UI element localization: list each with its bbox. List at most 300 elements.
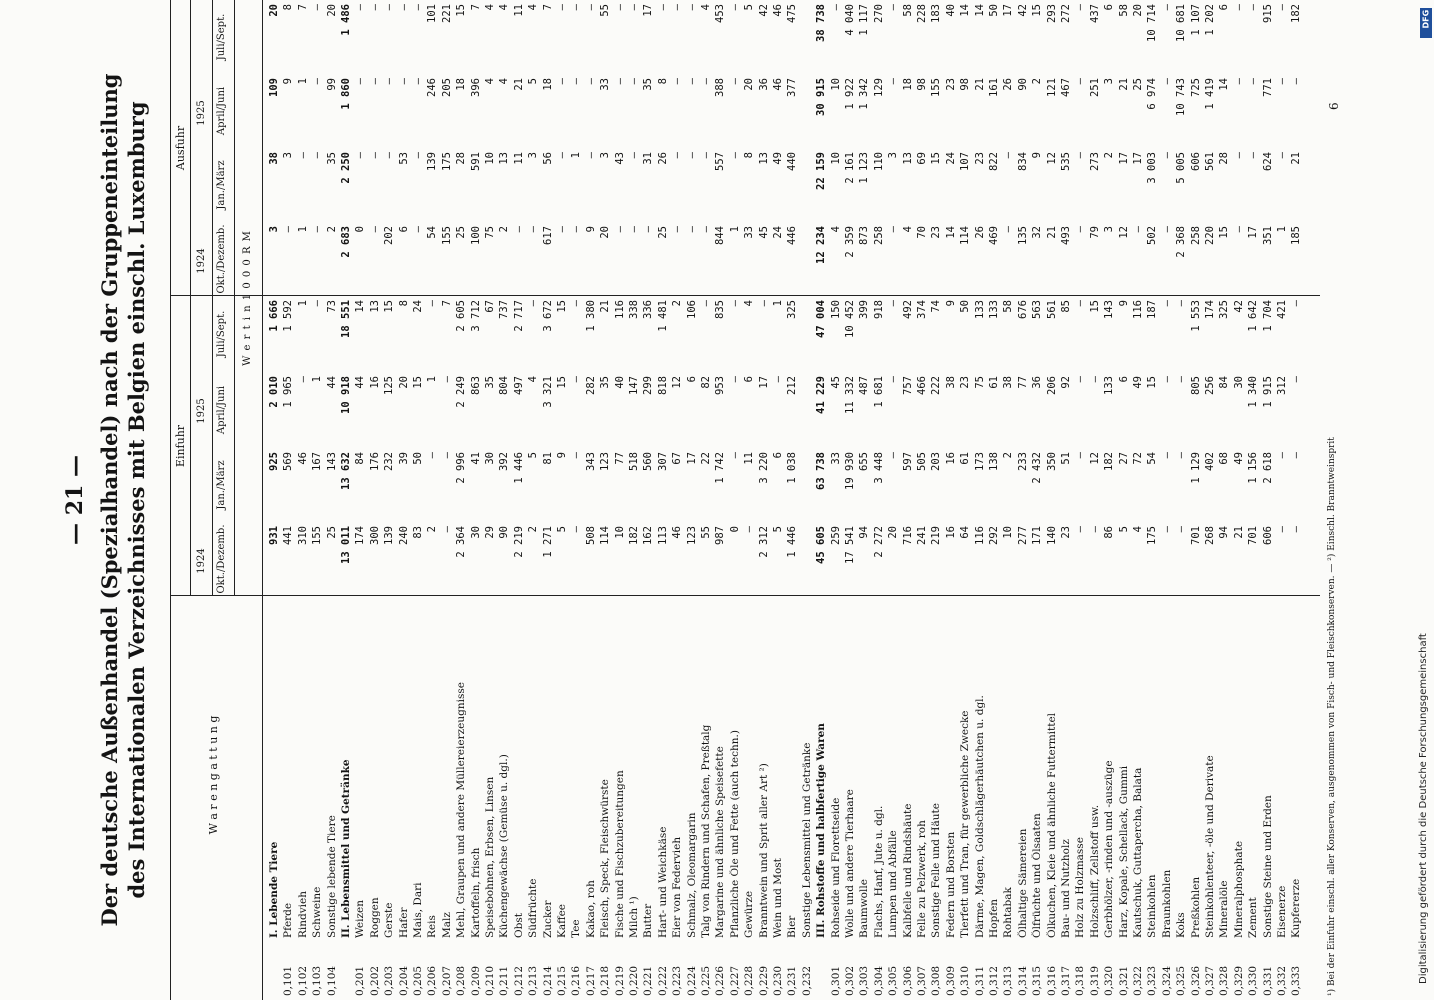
row-code: 0,212 <box>512 965 525 996</box>
table-cell: — <box>1232 4 1245 11</box>
table-cell: 10 <box>829 78 842 91</box>
table-cell: 171 <box>1031 526 1044 545</box>
table-cell: — <box>700 78 712 85</box>
table-cell: 2 359 <box>844 226 856 258</box>
table-cell: — <box>354 78 367 85</box>
ausfuhr-year-1924: 1924 <box>196 248 207 274</box>
table-cell: 133 <box>973 300 986 319</box>
table-cell: 90 <box>498 526 511 539</box>
table-cell: 241 <box>916 526 928 545</box>
table-cell: 99 <box>325 78 338 91</box>
digitization-strip <box>1418 0 1434 1000</box>
table-cell: 11 <box>743 452 756 465</box>
row-code: 0,328 <box>1218 965 1231 996</box>
table-cell: 915 <box>1261 4 1274 23</box>
table-cell: 3 712 <box>469 300 482 332</box>
table-cell: — <box>354 152 367 159</box>
table-cell: 1 553 <box>1189 300 1202 332</box>
row-label: Gerbhölzer, -rinden und -auszüge <box>1103 760 1116 938</box>
header-year-rule <box>212 0 213 596</box>
table-cell: 1 <box>296 78 309 85</box>
table-cell: 23 <box>944 78 957 91</box>
table-cell: 54 <box>426 226 439 239</box>
table-cell: — <box>628 152 640 159</box>
table-cell: 987 <box>714 526 727 545</box>
table-cell: 15 <box>412 376 424 389</box>
table-cell: 182 <box>1290 4 1303 23</box>
table-cell: 4 <box>484 78 496 85</box>
table-cell: — <box>397 78 410 85</box>
table-cell: 863 <box>469 376 482 395</box>
table-cell: 24 <box>944 152 957 165</box>
row-label: Wein und Most <box>772 858 784 938</box>
row-label: Preßkohlen <box>1189 876 1202 938</box>
table-cell: — <box>728 376 741 383</box>
table-cell: 18 <box>901 78 914 91</box>
table-cell: 8 <box>743 152 756 159</box>
table-cell: — <box>1074 452 1087 459</box>
row-label: Pflanzliche Öle und Fette (auch techn.) <box>728 730 741 938</box>
table-cell: 606 <box>1261 526 1274 545</box>
table-cell: 21 <box>512 78 525 91</box>
table-cell: 6 <box>743 376 756 383</box>
row-label: Pferde <box>282 902 295 938</box>
row-label: Hart- und Weichkäse <box>656 826 669 938</box>
table-cell: 2 717 <box>512 300 525 332</box>
unit-header: W e r t i n 1 0 0 0 R M <box>242 230 253 366</box>
table-cell: 2 <box>527 526 540 533</box>
table-cell: 396 <box>469 78 482 97</box>
table-cell: 94 <box>1218 526 1231 539</box>
table-cell: 272 <box>1060 4 1072 23</box>
row-code: 0,323 <box>1146 965 1159 996</box>
table-cell: 143 <box>1103 300 1116 319</box>
table-cell: 2 250 <box>340 152 352 184</box>
table-cell: — <box>1160 4 1173 11</box>
table-cell: 46 <box>772 78 784 91</box>
table-cell: — <box>440 376 453 383</box>
table-cell: 49 <box>772 152 784 165</box>
table-cell: 114 <box>959 226 972 245</box>
table-cell: — <box>1160 376 1173 383</box>
table-cell: — <box>656 4 669 11</box>
table-cell: 844 <box>714 226 727 245</box>
table-cell: 3 448 <box>872 452 885 484</box>
row-label: Steinkohlenteer, -öle und Derivate <box>1204 755 1216 938</box>
table-cell: 15 <box>383 300 396 313</box>
row-code: 0,329 <box>1232 965 1245 996</box>
table-cell: — <box>570 300 583 307</box>
row-code: 0,231 <box>786 965 799 996</box>
table-cell: 1 129 <box>1189 452 1202 484</box>
table-cell: 30 <box>1232 376 1245 389</box>
table-cell: 75 <box>484 226 496 239</box>
table-cell: — <box>1074 78 1087 85</box>
warengattung-header: W a r e n g a t t u n g <box>207 715 220 835</box>
table-cell: — <box>570 452 583 459</box>
table-cell: 35 <box>325 152 338 165</box>
table-cell: 42 <box>757 4 770 17</box>
row-label: Ölhaltige Sämereien <box>1016 828 1029 938</box>
table-cell: 440 <box>786 152 799 171</box>
row-code: 0,226 <box>714 965 727 996</box>
table-cell: 182 <box>628 526 640 545</box>
table-cell: — <box>1002 226 1015 233</box>
table-cell: 8 <box>656 78 669 85</box>
table-cell: 1 446 <box>512 452 525 484</box>
table-cell: — <box>354 4 367 11</box>
row-label: Flachs, Hanf, Jute u. dgl. <box>872 805 885 938</box>
table-cell: 25 <box>325 526 338 539</box>
table-cell: 1 742 <box>714 452 727 484</box>
table-cell: 818 <box>656 376 669 395</box>
table-cell: — <box>728 4 741 11</box>
table-cell: 17 <box>1002 4 1015 17</box>
table-cell: — <box>1290 300 1303 307</box>
row-label: Kautschuk, Guttapercha, Balata <box>1132 767 1144 938</box>
row-code: 0,204 <box>397 965 410 996</box>
table-cell: 14 <box>1218 78 1231 91</box>
table-cell: — <box>613 78 626 85</box>
table-cell: — <box>628 4 640 11</box>
row-label: Harz, Kopale, Schellack, Gummi <box>1117 765 1130 938</box>
table-cell: — <box>1160 452 1173 459</box>
table-cell: 30 <box>484 452 496 465</box>
table-cell: — <box>628 226 640 233</box>
table-cell: — <box>556 78 568 85</box>
row-code: 0,209 <box>469 965 482 996</box>
table-cell: 100 <box>469 226 482 245</box>
table-cell: 40 <box>613 376 626 389</box>
row-code: 0,223 <box>671 965 684 996</box>
row-code: 0,228 <box>743 965 756 996</box>
ausfuhr-header: Ausfuhr <box>174 125 187 171</box>
table-cell: 54 <box>1146 452 1159 465</box>
row-label: Ölfrüchte und Ölsaaten <box>1031 813 1044 938</box>
table-cell: — <box>700 300 712 307</box>
table-cell: 29 <box>484 526 496 539</box>
table-cell: 202 <box>383 226 396 245</box>
table-cell: 351 <box>1261 226 1274 245</box>
table-cell: 676 <box>1016 300 1029 319</box>
table-cell: — <box>584 78 597 85</box>
table-cell: 701 <box>1247 526 1260 545</box>
table-cell: 10 <box>613 526 626 539</box>
table-cell: 20 <box>325 4 338 17</box>
table-cell: 203 <box>930 452 943 471</box>
row-label: Braunkohlen <box>1160 869 1173 938</box>
table-cell: — <box>368 4 381 11</box>
row-code: 0,210 <box>484 965 496 996</box>
table-cell: 7 <box>469 4 482 11</box>
table-cell: 228 <box>916 4 928 23</box>
table-cell: 9 <box>584 226 597 233</box>
table-cell: 1 380 <box>584 300 597 332</box>
table-cell: — <box>642 226 655 233</box>
table-cell: 98 <box>916 78 928 91</box>
table-cell: 67 <box>484 300 496 313</box>
table-cell: — <box>1276 78 1288 85</box>
table-cell: 44 <box>325 376 338 389</box>
page-title-line-2: des Internationalen Verzeichnisses mit Belgien einschl. Luxemburg <box>124 101 149 899</box>
table-cell: — <box>613 4 626 11</box>
table-cell: 56 <box>541 152 554 165</box>
table-cell: 535 <box>1060 152 1072 171</box>
table-cell: 101 <box>426 4 439 23</box>
einfuhr-header: Einfuhr <box>174 424 187 468</box>
table-cell: — <box>556 4 568 11</box>
table-cell: 155 <box>311 526 324 545</box>
table-cell: 1 486 <box>340 4 352 36</box>
table-cell: 560 <box>642 452 655 471</box>
table-cell: — <box>1276 526 1288 533</box>
table-cell: 561 <box>1045 300 1058 319</box>
table-cell: — <box>556 152 568 159</box>
table-cell: 2 249 <box>455 376 468 408</box>
table-cell: 20 <box>397 376 410 389</box>
row-code: 0,322 <box>1132 965 1144 996</box>
table-cell: 4 <box>700 4 712 11</box>
table-cell: — <box>311 78 324 85</box>
table-cell: 10 743 <box>1175 78 1188 116</box>
table-cell: 2 161 <box>844 152 856 184</box>
table-cell: — <box>1175 300 1188 307</box>
row-code: 0,320 <box>1103 965 1116 996</box>
table-cell: 804 <box>498 376 511 395</box>
table-cell: 45 <box>757 226 770 239</box>
table-cell: 23 <box>973 152 986 165</box>
table-cell: 21 <box>973 78 986 91</box>
table-cell: 17 <box>685 452 698 465</box>
digitization-note: Digitalisierung gefördert durch die Deutsche Forschungsgemeinschaft <box>1418 633 1429 984</box>
row-label: Därme, Magen, Goldschlägerhäutchen u. dgl. <box>973 695 986 938</box>
table-cell: — <box>887 78 900 85</box>
table-cell: 92 <box>1060 376 1072 389</box>
row-code: 0,304 <box>872 965 885 996</box>
table-cell: 5 <box>772 526 784 533</box>
table-cell: 14 <box>944 226 957 239</box>
table-cell: 1 156 <box>1247 452 1260 484</box>
table-cell: 138 <box>988 452 1000 471</box>
table-cell: 350 <box>1045 452 1058 471</box>
table-cell: 222 <box>930 376 943 395</box>
table-cell: 28 <box>455 152 468 165</box>
row-label: Eier von Federvieh <box>671 836 684 938</box>
table-cell: 175 <box>440 152 453 171</box>
table-cell: 79 <box>1088 226 1101 239</box>
einfuhr-year-1925: 1925 <box>196 398 207 424</box>
table-cell: — <box>1175 376 1188 383</box>
table-cell: 45 <box>829 376 842 389</box>
table-cell: 51 <box>1060 452 1072 465</box>
table-cell: 4 <box>484 4 496 11</box>
table-cell: 1 117 <box>858 4 871 36</box>
row-code: 0,221 <box>642 965 655 996</box>
table-cell: 30 915 <box>815 78 828 116</box>
table-cell: 4 <box>901 226 914 233</box>
row-code: 0,208 <box>455 965 468 996</box>
table-cell: 1 342 <box>858 78 871 110</box>
row-label: Eisenerze <box>1276 885 1288 938</box>
section-heading: II. Lebensmittel und Getränke <box>340 759 352 938</box>
table-cell: 4 <box>1132 526 1144 533</box>
row-code: 0,215 <box>556 965 568 996</box>
table-cell: 81 <box>541 452 554 465</box>
table-cell: 1 915 <box>1261 376 1274 408</box>
row-code: 0,303 <box>858 965 871 996</box>
row-code: 0,201 <box>354 965 367 996</box>
table-cell: 219 <box>930 526 943 545</box>
table-cell: 6 <box>1218 4 1231 11</box>
table-cell: 492 <box>901 300 914 319</box>
table-cell: 10 681 <box>1175 4 1188 42</box>
table-cell: — <box>1002 152 1015 159</box>
table-cell: 835 <box>714 300 727 319</box>
table-cell: — <box>728 300 741 307</box>
table-cell: 36 <box>757 78 770 91</box>
table-cell: 82 <box>700 376 712 389</box>
table-cell: 9 <box>556 452 568 459</box>
table-cell: 46 <box>296 452 309 465</box>
table-cell: 63 738 <box>815 452 828 490</box>
row-code: 0,308 <box>930 965 943 996</box>
table-cell: 58 <box>1002 300 1015 313</box>
table-cell: 2 010 <box>268 376 280 408</box>
table-cell: — <box>512 226 525 233</box>
row-label: Obst <box>512 913 525 938</box>
table-cell: 5 <box>743 4 756 11</box>
table-cell: — <box>1290 452 1303 459</box>
table-cell: 0 <box>728 526 741 533</box>
row-label: Sonstige lebende Tiere <box>325 815 338 938</box>
table-cell: 251 <box>1088 78 1101 97</box>
table-cell: 6 974 <box>1146 78 1159 110</box>
table-cell: 58 <box>901 4 914 17</box>
table-cell: 655 <box>858 452 871 471</box>
table-cell: 771 <box>1261 78 1274 97</box>
table-cell: — <box>527 226 540 233</box>
table-cell: 9 <box>1117 300 1130 307</box>
table-cell: — <box>1088 376 1101 383</box>
table-cell: 14 <box>973 4 986 17</box>
table-cell: 174 <box>1204 300 1216 319</box>
table-cell: 873 <box>858 226 871 245</box>
dfg-logo: DFG <box>1420 8 1432 38</box>
table-cell: 508 <box>584 526 597 545</box>
table-cell: — <box>628 78 640 85</box>
table-cell: — <box>1247 4 1260 11</box>
row-code: 0,220 <box>628 965 640 996</box>
table-cell: 176 <box>368 452 381 471</box>
table-cell: — <box>1074 152 1087 159</box>
table-cell: 46 <box>772 4 784 17</box>
table-cell: 293 <box>1045 4 1058 23</box>
table-cell: — <box>1074 4 1087 11</box>
table-cell: 2 432 <box>1031 452 1044 484</box>
table-cell: 38 <box>1002 376 1015 389</box>
page-number: — 21 — <box>62 455 88 545</box>
table-cell: 10 452 <box>844 300 856 338</box>
table-cell: 4 <box>498 78 511 85</box>
row-label: Mais, Dari <box>412 882 424 938</box>
row-code: 0,216 <box>570 965 583 996</box>
table-cell: 15 <box>1031 4 1044 17</box>
bottom-page-mark: 6 <box>1327 102 1341 110</box>
table-cell: 182 <box>1103 452 1116 471</box>
table-cell: 150 <box>829 300 842 319</box>
row-code: 0,224 <box>685 965 698 996</box>
table-cell: 737 <box>498 300 511 319</box>
table-cell: 86 <box>1103 526 1116 539</box>
table-cell: 106 <box>685 300 698 319</box>
row-label: Kalbfelle und Rindshäute <box>901 803 914 938</box>
table-cell: 0 <box>354 226 367 233</box>
table-cell: 256 <box>1204 376 1216 395</box>
table-cell: 15 <box>1088 300 1101 313</box>
table-cell: 42 <box>1016 4 1029 17</box>
table-cell: 268 <box>1204 526 1216 545</box>
table-cell: 240 <box>397 526 410 545</box>
table-cell: — <box>368 152 381 159</box>
table-cell: — <box>671 226 684 233</box>
row-label: Südfrüchte <box>527 878 540 938</box>
table-cell: 1 681 <box>872 376 885 408</box>
desc-column-rule <box>170 595 1320 596</box>
table-cell: 2 <box>1002 452 1015 459</box>
table-cell: 591 <box>469 152 482 171</box>
table-cell: 49 <box>1132 376 1144 389</box>
table-cell: 70 <box>916 226 928 239</box>
row-code: 0,315 <box>1031 965 1044 996</box>
table-cell: 325 <box>786 300 799 319</box>
table-cell: 42 <box>1232 300 1245 313</box>
row-label: Mineralphosphate <box>1232 840 1245 938</box>
footnote: ¹) Bei der Einfuhr einschl. aller Konserven, ausgenommen von Fisch- und Fleischkonserven. — ²) Einschl. Branntweinsprit <box>1327 437 1337 996</box>
table-cell: 701 <box>1189 526 1202 545</box>
table-cell: — <box>757 300 770 307</box>
row-code: 0,229 <box>757 965 770 996</box>
table-cell: — <box>887 300 900 307</box>
table-cell: 2 <box>498 226 511 233</box>
table-cell: 725 <box>1189 78 1202 97</box>
table-cell: — <box>887 376 900 383</box>
table-cell: 388 <box>714 78 727 97</box>
table-cell: 20 <box>887 526 900 539</box>
table-cell: — <box>829 4 842 11</box>
table-cell: — <box>1074 376 1087 383</box>
table-cell: 8 <box>282 4 295 11</box>
table-cell: 75 <box>973 376 986 389</box>
table-cell: — <box>700 226 712 233</box>
col-a-jan-maerz: Jan./März <box>216 160 227 210</box>
table-cell: — <box>1088 526 1101 533</box>
table-cell: 497 <box>512 376 525 395</box>
ausfuhr-year-1925: 1925 <box>196 100 207 126</box>
table-cell: 205 <box>440 78 453 97</box>
table-cell: 18 551 <box>340 300 352 338</box>
table-cell: 1 038 <box>786 452 799 484</box>
table-cell: 338 <box>628 300 640 319</box>
table-cell: 155 <box>440 226 453 245</box>
table-cell: — <box>296 376 309 383</box>
table-cell: 47 004 <box>815 300 828 338</box>
table-cell: 23 <box>959 376 972 389</box>
table-cell: 3 <box>1103 226 1116 233</box>
row-label: Lumpen und Abfälle <box>887 830 900 938</box>
table-cell: 3 <box>599 152 612 159</box>
table-cell: 147 <box>628 376 640 395</box>
table-cell: 35 <box>642 78 655 91</box>
